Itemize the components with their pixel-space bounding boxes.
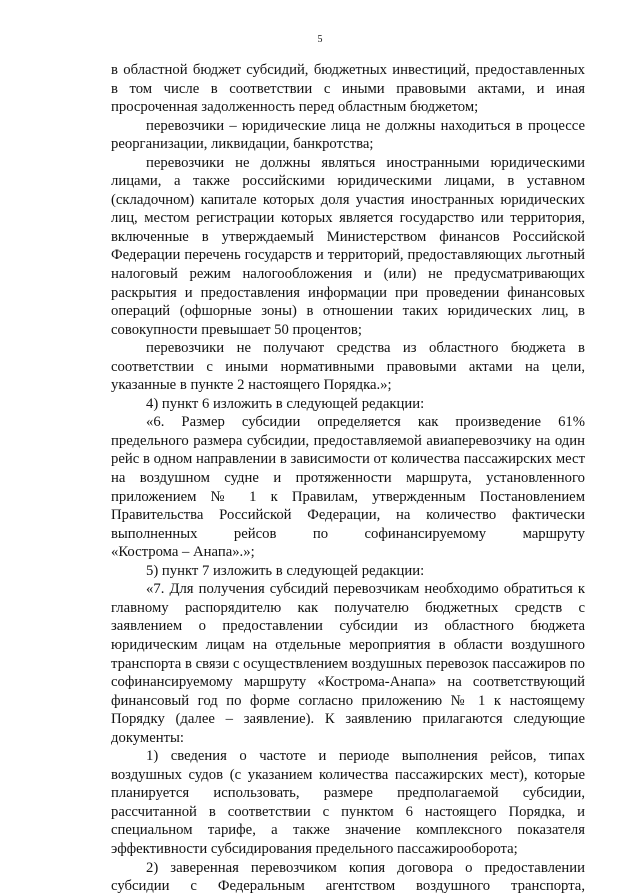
text-line: 1) сведения о частоте и периоде выполнения рейсов, типах [146, 748, 585, 765]
text-line: налоговый режим налогообложения и (или) не предусматривающих [111, 266, 585, 283]
text-line: включенные в утверждаемый Министерством финансов Российской [111, 228, 585, 245]
text-line: рассчитанной в соответствии с пунктом 6 настоящего Порядка, и [111, 803, 585, 820]
text-line: Правительства Российской Федерации, на количество фактически [111, 507, 585, 524]
text-line: специальном тарифе, а также значение комплексного показателя [111, 822, 585, 839]
text-line: Федерации перечень государств и территорий, предоставляющих льготный [111, 247, 585, 264]
text-line: перевозчики не должны являться иностранными юридическими [146, 154, 585, 171]
text-line: заявлением о предоставлении субсидии из областного бюджета [111, 618, 585, 635]
text-line: воздушных судов (с указанием количества пассажирских мест), которые [111, 766, 585, 783]
text-line: (складочном) капитале которых доля участия иностранных юридических [111, 191, 585, 208]
page-number: 5 [317, 34, 323, 45]
text-line: «6. Размер субсидии определяется как произведение 61% [146, 414, 585, 431]
text-line: лицами, а также российскими юридическими лицами, в уставном [111, 173, 585, 190]
text-line: рейс в одном направлении в зависимости от количества пассажирских мест [111, 451, 585, 468]
text-line: документы: [111, 729, 184, 746]
text-line: лиц, местом регистрации которых является государство или территория, [111, 210, 585, 227]
text-line: операций (офшорные зоны) в отношении таких юридических лиц, в [111, 303, 585, 320]
text-line: «Кострома – Анапа».»; [111, 544, 255, 561]
text-line: эффективности субсидирования предельного пассажирооборота; [111, 840, 518, 857]
text-line: Порядку (далее – заявление). К заявлению прилагаются следующие [111, 711, 585, 728]
text-line: раскрытия и предоставления информации при проведении финансовых [111, 284, 585, 301]
text-line: 4) пункт 6 изложить в следующей редакции: [146, 395, 425, 412]
text-line: транспорта в связи с осуществлением воздушных перевозок пассажиров по [111, 655, 585, 672]
text-line: юридическим лицам на отдельные мероприятия в области воздушного [111, 636, 585, 653]
text-line: 5) пункт 7 изложить в следующей редакции: [146, 562, 425, 579]
text-line: перевозчики – юридические лица не должны находиться в процессе [146, 117, 585, 134]
text-line: предельного размера субсидии, предоставляемой авиаперевозчику на один [111, 432, 585, 449]
text-line: просроченная задолженность перед областным бюджетом; [111, 99, 479, 116]
text-line: софинансируемому маршруту «Кострома-Анапа» на соответствующий [111, 674, 585, 691]
text-line: совокупности превышает 50 процентов; [111, 321, 362, 338]
text-line: приложением № 1 к Правилам, утвержденным Постановлением [111, 488, 585, 505]
text-line: главному распорядителю как получателю бюджетных средств с [111, 599, 585, 616]
text-line: «7. Для получения субсидий перевозчикам необходимо обратиться к [146, 581, 585, 598]
text-line: реорганизации, ликвидации, банкротства; [111, 136, 374, 153]
text-line: на воздушном судне и протяженности маршрута, установленного [111, 470, 585, 487]
text-line: субсидии с Федеральным агентством воздушного транспорта, [111, 878, 585, 895]
text-line: 2) заверенная перевозчиком копия договора о предоставлении [146, 859, 585, 876]
text-line: финансовый год по форме согласно приложению № 1 к настоящему [111, 692, 585, 709]
text-line: перевозчики не получают средства из областного бюджета в [146, 340, 585, 357]
text-line: соответствии с иными нормативными правовыми актами на цели, [111, 358, 585, 375]
text-line: указанные в пункте 2 настоящего Порядка.»; [111, 377, 392, 394]
document-body [111, 61, 585, 896]
text-line: в областной бюджет субсидий, бюджетных инвестиций, предоставленных [111, 62, 585, 78]
text-line: планируется использовать, размере предполагаемой субсидии, [111, 785, 585, 802]
text-line: выполненных рейсов по софинансируемому маршруту [111, 525, 585, 542]
text-line: в том числе в соответствии с иными правовыми актами, и иная [111, 80, 585, 97]
